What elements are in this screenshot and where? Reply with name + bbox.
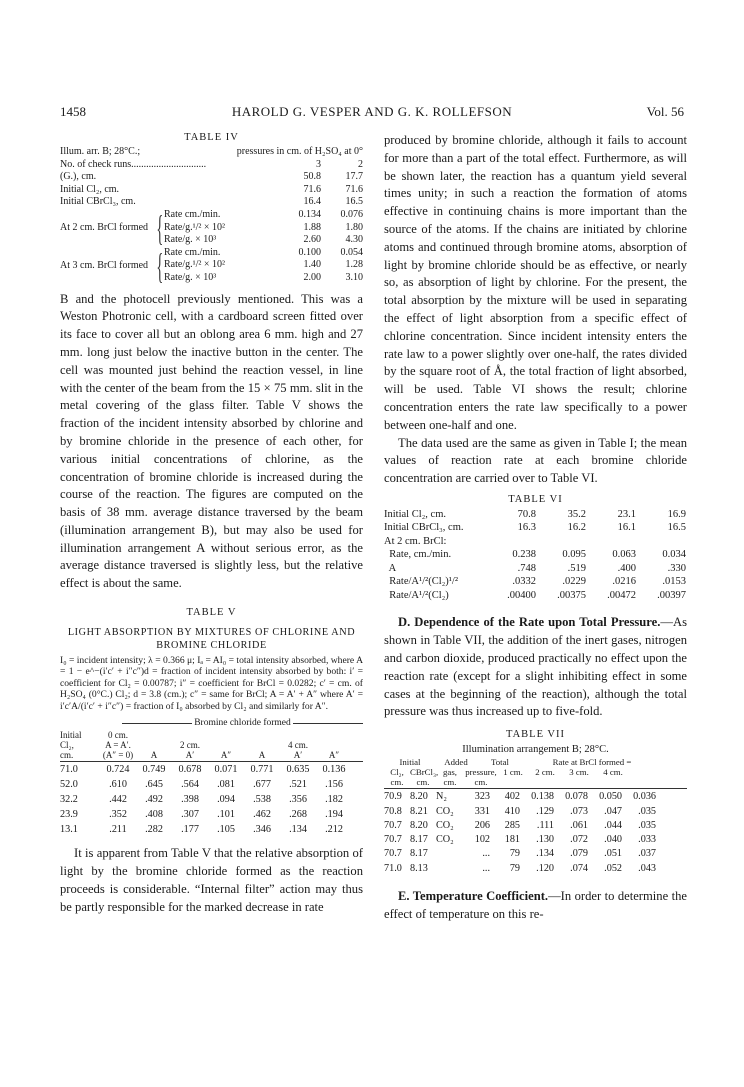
table-iv-row-label: (G.), cm. [60, 171, 97, 183]
table-vii-cell: 0.138 [531, 791, 554, 803]
table-vii-cell: 323 [474, 791, 490, 803]
table-vii-cell: ... [482, 848, 490, 860]
table-iv-group-label: At 3 cm. BrCl formed [60, 259, 149, 271]
table-vi-cell [486, 535, 536, 549]
table-vii-cell: 181 [504, 834, 520, 846]
table-v-cell: 0.136 [322, 764, 346, 776]
table-v-row [60, 777, 363, 792]
table-v-cell: .408 [145, 809, 163, 821]
left-column [60, 132, 363, 916]
table-vii-header-top [384, 757, 687, 767]
table-vii-cell: 402 [504, 791, 520, 803]
table-vi-row [384, 521, 687, 535]
table-iv-value: 16.4 [303, 196, 321, 208]
table-vii-col-header: 3 cm. [569, 767, 589, 778]
table-vi-cell: .0216 [612, 576, 636, 588]
table-iv-row-label: Rate/g.¹/² × 10² [164, 221, 226, 233]
table-v-sub-ap: A′ [185, 750, 195, 761]
table-vi-cell: 16.2 [567, 522, 586, 534]
table-vii-cell: 70.8 [384, 805, 402, 817]
table-iv-row-label: No. of check runs.............................. [60, 158, 207, 170]
table-v-sub-app: A″ [220, 750, 232, 761]
table-iv-row [60, 159, 363, 172]
table-vii-conditions: Illumination arrangement B; 28°C. [462, 744, 609, 756]
table-vii-cell: .051 [604, 848, 622, 860]
table-v-cell: .677 [253, 779, 271, 791]
table-v-cell: .307 [181, 809, 199, 821]
table-v-cell: .212 [325, 824, 343, 836]
table-vi-row-label: Rate/A¹/²(Cl₂)¹/² [384, 576, 458, 588]
table-iv-value: 3.10 [345, 271, 363, 283]
table-iv-group-rows [162, 247, 363, 285]
table-vii-cell: 285 [504, 819, 520, 831]
table-v-footnote: I₀ = incident intensity; λ = 0.366 μ; Iₐ = AI₀ = total intensity absorbed, where A = 1 − e^−(i′c′ + i″c″)d = fraction of incident intensity absorbed by both: i′ = coefficient for Cl₂ = 0.00787; i″ = coefficient for BrCl = 0.0282; c′ = cm. of H₂SO₄ (0°C.) Cl₂; d = 3.8 (cm.); c″ = same for BrCl; A = A′ + A″ where A′ = i′c′A/(i′c′ + i″c″) = fraction of I₀ absorbed by Cl₂ and similarly for A″. [60, 655, 363, 712]
table-v-header-cl2: Cl₂, [60, 740, 74, 751]
table-v-sub-a: A [150, 750, 158, 761]
table-vi-cell: 35.2 [567, 508, 586, 520]
table-v-header-2cm: 2 cm. [180, 740, 200, 751]
table-vi-row [384, 548, 687, 562]
section-d-text: —As shown in Table VII, the addition of the inert gases, nitrogen and carbon dioxide, produced practically no effect upon the reaction rate (except for a slight inhibiting effect in some cases at the beginning of the reaction), although the total pressure was thus increased up to five-fold. [384, 615, 687, 719]
table-vii-cell: 8.17 [410, 848, 428, 860]
table-vi-row-label: Initial Cl₂, cm. [384, 508, 446, 520]
table-iv-value: 71.6 [303, 183, 321, 195]
table-v-header-initial: Initial [60, 730, 82, 741]
table-vii [384, 743, 687, 876]
table-vi-cell: .00375 [557, 589, 586, 601]
table-iv-value: 0.134 [298, 208, 321, 220]
table-iv-row [162, 234, 363, 247]
table-vi-cell: 16.3 [517, 522, 536, 534]
table-v-cell: .134 [289, 824, 307, 836]
table-v-cell: .268 [289, 809, 307, 821]
table-iv-row [162, 272, 363, 285]
table-v-cell: .282 [145, 824, 163, 836]
table-vii-cell: CO₂ [436, 805, 454, 817]
table-iv-group-rows [162, 209, 363, 247]
table-vii-col-header: CBrCl₃, cm. [410, 767, 439, 788]
table-vi-row [384, 589, 687, 603]
table-vii-cell: .079 [570, 848, 588, 860]
table-iv-row-label: Initial Cl₂, cm. [60, 183, 120, 195]
table-vii-header-total: Total [491, 757, 509, 768]
table-iv-row-label: Rate/g.¹/² × 10² [164, 259, 226, 271]
table-v-cell: .352 [109, 809, 127, 821]
table-v-cell: .177 [181, 824, 199, 836]
table-vi-row-label: A [384, 562, 397, 574]
right-paragraph-2: The data used are the same as given in Table I; the mean values of reaction rate at each bromine chloride concentration are carried over to Table VI. [384, 435, 687, 486]
table-vii-col-header: pressure, cm. [465, 767, 497, 788]
table-vi-row [384, 575, 687, 589]
table-v-cell: .564 [181, 779, 199, 791]
table-iv-value: 0.076 [340, 208, 363, 220]
table-vi-cell: .00400 [507, 589, 536, 601]
table-vii-cell: 102 [474, 834, 490, 846]
table-vii-col-header: 1 cm. [503, 767, 523, 778]
table-v-cell: .211 [109, 824, 127, 836]
table-iv-row [162, 247, 363, 260]
table-v-cell: .610 [109, 779, 127, 791]
table-vi-row-label: Rate/A¹/²(Cl₂) [384, 589, 449, 601]
table-vii-row [384, 833, 687, 847]
table-vi-cell [586, 535, 636, 549]
table-vi-cell: .00397 [657, 589, 686, 601]
table-vii-cell: CO₂ [436, 834, 454, 846]
table-v-header-cm: cm. [60, 750, 74, 761]
table-vii-cell: 0.036 [633, 791, 656, 803]
table-v-cell: 71.0 [60, 764, 78, 776]
table-vi-cell [536, 535, 586, 549]
table-vii-row [384, 819, 687, 833]
section-e-text: —In order to determine the effect of temperature on this re- [384, 889, 688, 921]
table-iv-conditions-left: Illum. arr. B; 28°C.; [60, 146, 141, 157]
table-vii-cell: .037 [638, 848, 656, 860]
table-vii-cell: 206 [474, 819, 490, 831]
table-vi-cell: 0.034 [662, 549, 686, 561]
table-vi-cell: .330 [667, 562, 686, 574]
table-vi-cell [636, 535, 686, 549]
volume-label: Vol. 56 [646, 104, 684, 119]
table-vii-row [384, 847, 687, 861]
table-vii-cell: .052 [604, 862, 622, 874]
table-v-caption: TABLE V [186, 607, 237, 619]
table-vii-cell: .043 [638, 862, 656, 874]
table-vii-caption: TABLE VII [506, 729, 565, 741]
table-vi-cell: .0153 [662, 576, 686, 588]
table-v-cell: .101 [217, 809, 235, 821]
table-iv-group-label: At 2 cm. BrCl formed [60, 221, 149, 233]
table-vi-cell: 16.5 [667, 522, 686, 534]
table-vii-cell: .035 [638, 819, 656, 831]
table-v-cell: .105 [217, 824, 235, 836]
table-v-cell: 0.635 [286, 764, 310, 776]
table-v-cell: .442 [109, 794, 127, 806]
table-iv-row-label: Initial CBrCl₃, cm. [60, 196, 136, 208]
table-v-span-label: Bromine chloride formed [194, 718, 291, 729]
right-column [384, 132, 687, 924]
table-vii-header-initial: Initial [399, 757, 421, 768]
table-vi-row [384, 535, 687, 549]
table-vi-row-label: Rate, cm./min. [384, 549, 452, 561]
table-iv-value: 2 [358, 158, 363, 170]
table-v-header-a-eq: A = A′. [105, 740, 131, 751]
left-paragraph-2: It is apparent from Table V that the relative absorption of light by the bromine chloride formed as the reaction proceeds is considerable. “Internal filter” action may thus be partly responsible for the marked decrease in rate [60, 846, 363, 914]
table-vi-cell: 16.1 [617, 522, 636, 534]
table-iv-row-label: Rate/g. × 10³ [164, 271, 217, 283]
table-v-cell: 23.9 [60, 809, 78, 821]
table-vii-row [384, 862, 687, 876]
table-vii-cell: 79 [509, 862, 520, 874]
table-vii-cell: .074 [570, 862, 588, 874]
table-vi-cell: .400 [617, 562, 636, 574]
table-vii-cell: .111 [536, 819, 554, 831]
table-v [60, 718, 363, 837]
table-iv-row-label: Rate cm./min. [164, 246, 221, 258]
table-vii-cell: 0.078 [565, 791, 588, 803]
table-iv-row-label: Rate cm./min. [164, 208, 221, 220]
table-vi-cell: 16.9 [667, 508, 686, 520]
table-iv-group [60, 247, 363, 285]
page-header [60, 104, 684, 122]
table-v-cell: 0.071 [214, 764, 238, 776]
table-iv-value: 1.28 [345, 259, 363, 271]
table-vii-cell [436, 847, 464, 861]
table-vi-row-label: At 2 cm. BrCl: [384, 535, 447, 547]
table-v-row [60, 807, 363, 822]
table-vii-cell: 410 [504, 805, 520, 817]
table-v-header-4cm: 4 cm. [288, 740, 308, 751]
table-vii-cell: .120 [536, 862, 554, 874]
table-iv-row [60, 184, 363, 197]
table-v-cell: 13.1 [60, 824, 78, 836]
table-vii-cell: 71.0 [384, 862, 402, 874]
table-vi-cell: 0.063 [612, 549, 636, 561]
table-v-cell: .094 [217, 794, 235, 806]
table-iv-row [60, 171, 363, 184]
table-vii-cell: CO₂ [436, 819, 454, 831]
table-iv-group [60, 209, 363, 247]
table-v-cell: 0.678 [178, 764, 202, 776]
table-v-sub-app: A″ [328, 750, 340, 761]
table-vii-cell: .073 [570, 805, 588, 817]
table-iv-value: 3 [316, 158, 321, 170]
table-vii-cell: .033 [638, 834, 656, 846]
table-v-cell: .492 [145, 794, 163, 806]
section-d-paragraph [384, 614, 687, 721]
section-e-paragraph [384, 888, 687, 924]
table-iv-value: 2.00 [303, 271, 321, 283]
table-v-title: LIGHT ABSORPTION BY MIXTURES OF CHLORINE AND BROMINE CHLORIDE [67, 627, 356, 652]
table-v-row [60, 792, 363, 807]
table-vii-cell: .072 [570, 834, 588, 846]
table-vii-header-added: Added [444, 757, 468, 768]
table-vi-row-label: Initial CBrCl₃, cm. [384, 522, 464, 534]
table-vii-col-header: 4 cm. [603, 767, 623, 778]
table-vii-cell [436, 862, 464, 876]
table-iv-value: 0.054 [340, 246, 363, 258]
table-vi-cell: .519 [567, 562, 586, 574]
table-iv-conditions [60, 146, 363, 159]
table-vii-col-header: 2 cm. [535, 767, 555, 778]
table-iv-row [162, 259, 363, 272]
brace-glyph: { [156, 207, 164, 248]
table-v-header-a-eq2: (A″ = 0) [102, 750, 134, 761]
table-vi-cell: .0229 [562, 576, 586, 588]
table-v-cell: .156 [325, 779, 343, 791]
table-v-sub-a: A [258, 750, 266, 761]
table-iv-value: 2.60 [303, 234, 321, 246]
table-iv-value: 0.100 [298, 246, 321, 258]
table-vi [384, 508, 687, 603]
table-v-cell: .182 [325, 794, 343, 806]
table-vii-cell: .130 [536, 834, 554, 846]
table-vi-caption: TABLE VI [508, 493, 563, 505]
table-v-row [60, 762, 363, 777]
table-vii-cell: .061 [570, 819, 588, 831]
table-vi-cell: 0.238 [512, 549, 536, 561]
table-vi-cell: 70.8 [517, 508, 536, 520]
left-paragraph-1: B and the photocell previously mentioned. This was a Weston Photronic cell, with a cardboard screen fitted over its face to cover all but an oblong area 6 mm. high and 27 mm. long just below the inactive button in the center. The cell was mounted just behind the reaction vessel, in line with the center of the beam from the 15 × 75 mm. slit in the metal covering of the glass filter. Table V shows the fraction of the incident intensity absorbed by chlorine and by bromine chloride in the presence of each other, for various initial concentrations of chlorine, as the concentration of bromine chloride is increased during the course of the reaction. The figures are computed on the basis of 38 mm. average distance traversed by the beam (illumination arrangement B), but may also be used for illumination arrangement A without serious error, as the average distance traversed is slightly less, but the relative effect is about the same. [60, 291, 363, 591]
brace-glyph: { [156, 245, 164, 286]
table-iv-value: 1.80 [345, 221, 363, 233]
table-vii-cell: ... [482, 862, 490, 874]
table-vii-header-row [384, 767, 687, 787]
table-vii-cell: .044 [604, 819, 622, 831]
table-v-span-header [60, 718, 363, 728]
section-d-heading: D. Dependence of the Rate upon Total Pressure. [398, 615, 661, 630]
table-vii-cell: 70.7 [384, 834, 402, 846]
table-iv-conditions-right: pressures in cm. of H₂SO₄ at 0° [236, 146, 363, 157]
table-v-cell: .645 [145, 779, 163, 791]
page-number: 1458 [60, 104, 86, 119]
table-v-cell: .194 [325, 809, 343, 821]
table-v-row [60, 822, 363, 837]
table-iv-value: 71.6 [345, 183, 363, 195]
table-iv-value: 17.7 [345, 171, 363, 183]
table-vii-cell: .040 [604, 834, 622, 846]
table-v-cell: .356 [289, 794, 307, 806]
table-vi-cell: 23.1 [617, 508, 636, 520]
table-vii-cell: .134 [536, 848, 554, 860]
table-iv-value: 16.5 [345, 196, 363, 208]
table-vi-cell: .748 [517, 562, 536, 574]
table-vii-cell: 8.21 [410, 805, 428, 817]
table-vii-cell: N₂ [436, 791, 447, 803]
table-vi-row [384, 508, 687, 522]
table-vii-cell: 8.17 [410, 834, 428, 846]
table-vii-cell: 70.7 [384, 848, 402, 860]
table-vii-header-rate: Rate at BrCl formed = [552, 757, 632, 768]
table-v-cell: 32.2 [60, 794, 78, 806]
table-v-header-0cm: 0 cm. [108, 730, 128, 741]
table-vii-cell: 70.9 [384, 791, 402, 803]
table-iv-row [60, 196, 363, 209]
table-vi-row [384, 562, 687, 576]
table-vii-cell: 8.20 [410, 791, 428, 803]
table-v-cell: 0.724 [106, 764, 130, 776]
table-vi-cell: .0332 [512, 576, 536, 588]
table-vii-row [384, 790, 687, 804]
table-v-cell: .521 [289, 779, 307, 791]
table-iv [60, 146, 363, 285]
table-iv-value: 1.40 [303, 259, 321, 271]
table-iv-caption: TABLE IV [184, 132, 239, 143]
table-vii-cell: .035 [638, 805, 656, 817]
table-iv-row-label: Rate/g. × 10³ [164, 234, 217, 246]
table-v-header [60, 730, 363, 760]
right-paragraph-1: produced by bromine chloride, although it fails to account for more than a part of the total effect. Furthermore, as will be shown later, the reaction has a quantum yield several times unity; in such a reaction the formation of atoms effective in continuing chains is more important than the source of the atoms. If the chains are initiated by chlorine atoms and continued through bromine atoms, absorption of light by bromine chloride should be as effective, or nearly so, as absorption of light by chlorine. For the present, the total absorption by the mixture will be used in separating the effect of light absorption from a specific effect of chlorine concentration. Since incident intensity enters the rate law to a power slightly over one-half, the rates divided by the square root of Å, the total fraction of light absorbed, will be used. Table VI shows the result; chlorine concentration enters the rate law specifically to a power between one-half and one. [384, 133, 687, 432]
table-vii-cell: 8.20 [410, 819, 428, 831]
table-iv-value: 50.8 [303, 171, 321, 183]
running-title: HAROLD G. VESPER AND G. K. ROLLEFSON [231, 104, 513, 119]
table-vi-cell: 0.095 [562, 549, 586, 561]
table-vii-col-header: gas, cm. [443, 767, 457, 788]
table-v-cell: 52.0 [60, 779, 78, 791]
table-vii-cell: .047 [604, 805, 622, 817]
table-vii-row [384, 805, 687, 819]
table-vi-cell: .00472 [607, 589, 636, 601]
table-iv-row [162, 209, 363, 222]
table-v-cell: .346 [253, 824, 271, 836]
table-vii-cell: 70.7 [384, 819, 402, 831]
table-v-cell: .398 [181, 794, 199, 806]
table-vii-cell: .129 [536, 805, 554, 817]
table-vii-col-header: Cl₂, cm. [390, 767, 404, 788]
table-v-cell: 0.749 [142, 764, 166, 776]
table-v-cell: .538 [253, 794, 271, 806]
table-vii-cell: 8.13 [410, 862, 428, 874]
table-v-sub-ap: A′ [293, 750, 303, 761]
table-iv-value: 4.30 [345, 234, 363, 246]
table-iv-row [162, 222, 363, 235]
table-vii-cell: 331 [474, 805, 490, 817]
table-vii-cell: 79 [509, 848, 520, 860]
table-v-cell: .081 [217, 779, 235, 791]
table-vii-cell: 0.050 [599, 791, 622, 803]
table-v-cell: 0.771 [250, 764, 274, 776]
table-v-cell: .462 [253, 809, 271, 821]
section-e-heading: E. Temperature Coefficient. [398, 889, 549, 903]
table-iv-value: 1.88 [303, 221, 321, 233]
